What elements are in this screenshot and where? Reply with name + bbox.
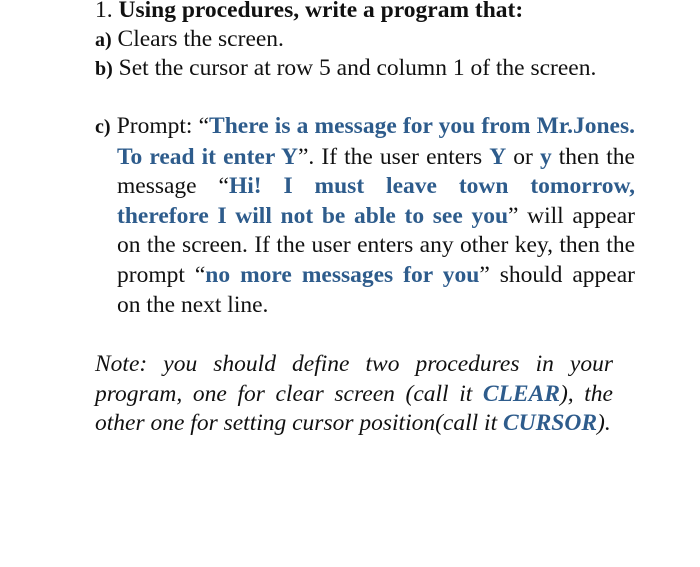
question-heading [95, 0, 613, 26]
item-c-text-4: then the message “ [117, 143, 635, 200]
item-c-text-2: ”. If the user enters [298, 143, 490, 170]
key-y-upper: Y [489, 143, 507, 170]
item-c-text-5: ” will appear on the screen. If the user enters any other key, then the prompt “ [117, 202, 635, 288]
item-c-text-3: or [506, 143, 540, 170]
note [95, 350, 613, 439]
note-text-2: ), the other one for setting cursor position(call it [95, 380, 613, 437]
item-a [95, 25, 613, 56]
question-title: Using procedures, write a program that: [118, 0, 524, 23]
note-text-1: Note: you should define two procedures in your program, one for clear screen (call it [95, 351, 613, 407]
note-clear-name: CLEAR [482, 380, 560, 407]
item-b [95, 54, 635, 85]
question-number: 1. [95, 0, 113, 23]
item-c-text-1: Prompt: “ [116, 113, 210, 139]
note-cursor-name: CURSOR [502, 410, 598, 437]
key-y-lower: y [539, 143, 552, 170]
item-b-text: Set the cursor at row 5 and column 1 of the screen. [118, 55, 597, 81]
prompt-message: There is a message for you from Mr.Jones. To read it enter Y [117, 113, 636, 170]
item-c-text-6: ” should appear on the next line. [117, 261, 635, 318]
item-a-marker: a) [95, 29, 112, 51]
item-c [95, 112, 635, 320]
note-text-3: ). [597, 410, 611, 437]
hi-message: Hi! I must leave town tomorrow, therefore I will not be able to see you [117, 173, 635, 229]
item-a-text: Clears the screen. [117, 26, 284, 52]
no-more-message: no more messages for you [205, 261, 480, 288]
item-b-marker: b) [95, 58, 113, 80]
item-c-marker: c) [95, 116, 111, 138]
